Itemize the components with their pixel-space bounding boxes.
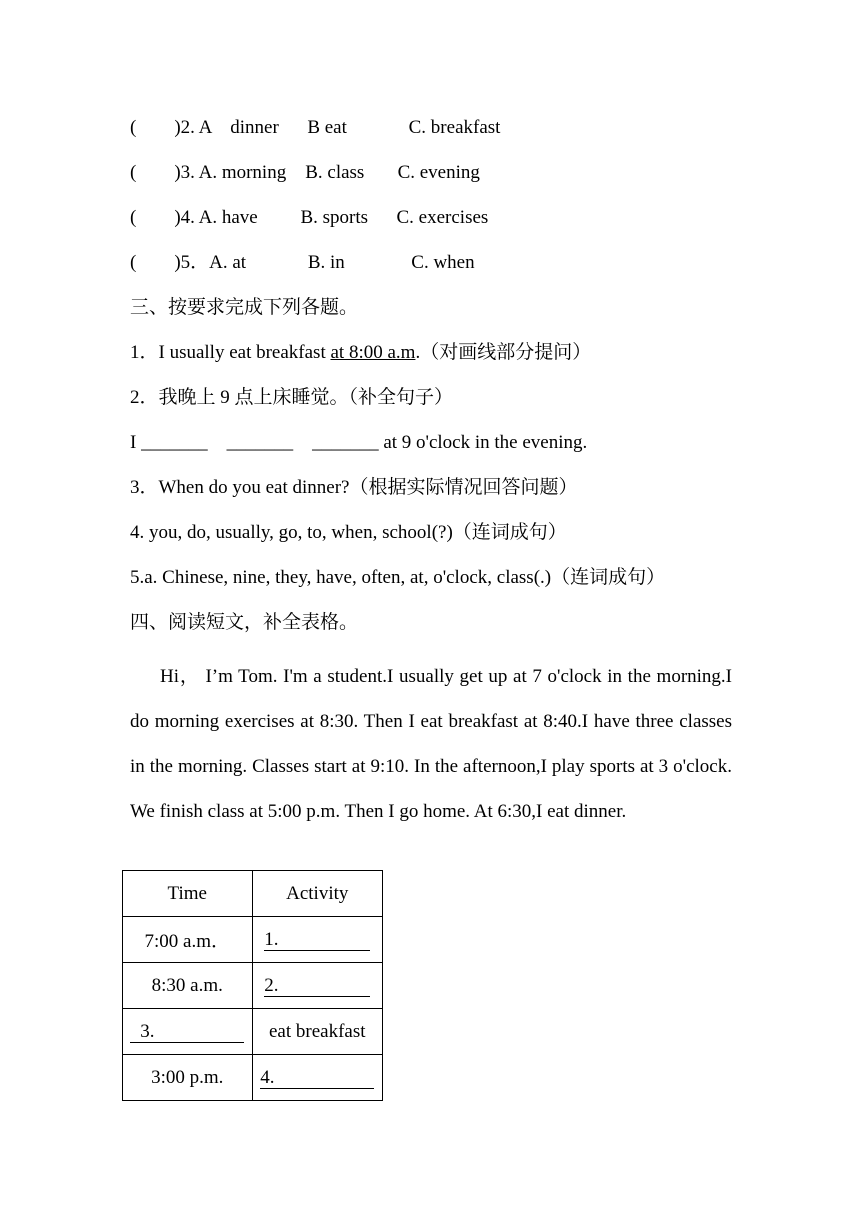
table-header-row [123, 871, 383, 917]
activity-blank-cell [252, 1055, 382, 1101]
section-3-question-5: 5.a. Chinese, nine, they, have, often, at, o'clock, class(.)（连词成句） [130, 567, 666, 588]
q1-text-after: .（对画线部分提问） [415, 342, 592, 363]
time-cell: 3:00 p.m. [123, 1055, 253, 1101]
section-3-heading: 三、按要求完成下列各题。 [130, 297, 359, 318]
table-row [123, 963, 383, 1009]
reading-passage [130, 654, 732, 834]
reading-passage-text: Hi， I’m Tom. I'm a student.I usually get up at 7 o'clock in the morning.I do morning exercises at 8:30. Then I eat breakfast at 8:40.I have three classes in the morning. Classes start at 9:10. In the afternoon,I play sports at 3 o'clock. We finish class at 5:00 p.m. Then I go home. At 6:30,I eat dinner. [130, 666, 732, 822]
table-row [123, 1055, 383, 1101]
section-3-question-1 [130, 341, 591, 365]
question-4-options: ( )4. A. have B. sports C. exercises [130, 207, 489, 228]
section-3-question-3: 3．When do you eat dinner?（根据实际情况回答问题） [130, 477, 578, 498]
activity-blank-cell [252, 917, 382, 963]
activity-blank-cell [252, 963, 382, 1009]
section-4-heading: 四、阅读短文，补全表格。 [130, 612, 359, 633]
header-activity: Activity [252, 871, 382, 917]
time-cell: 7:00 a.m． [123, 917, 253, 963]
table-row [123, 917, 383, 963]
answer-blank-3-label: 3. [140, 1020, 155, 1042]
time-cell: 8:30 a.m. [123, 963, 253, 1009]
section-3-question-2: 2．我晚上 9 点上床睡觉。（补全句子） [130, 387, 454, 408]
activity-table [122, 870, 383, 1101]
header-time: Time [123, 871, 253, 917]
section-3-question-2-fill: I _______ _______ _______ at 9 o'clock in the evening. [130, 432, 588, 453]
question-3-options: ( )3. A. morning B. class C. evening [130, 162, 480, 183]
answer-blank-2[interactable]: 2. [264, 976, 370, 997]
activity-cell: eat breakfast [252, 1009, 382, 1055]
q1-underlined-phrase: at 8:00 a.m [330, 342, 416, 363]
time-blank-cell [123, 1009, 253, 1055]
q1-text-before: 1．I usually eat breakfast [130, 342, 331, 363]
section-3-question-4: 4. you, do, usually, go, to, when, school(?)（连词成句） [130, 522, 567, 543]
answer-blank-3[interactable] [130, 1022, 244, 1043]
answer-blank-4[interactable]: 4. [260, 1068, 374, 1089]
question-5-options: ( )5．A. at B. in C. when [130, 252, 475, 273]
table-row [123, 1009, 383, 1055]
answer-blank-1[interactable]: 1. [264, 930, 370, 951]
question-2-options: ( )2. A dinner B eat C. breakfast [130, 117, 501, 138]
